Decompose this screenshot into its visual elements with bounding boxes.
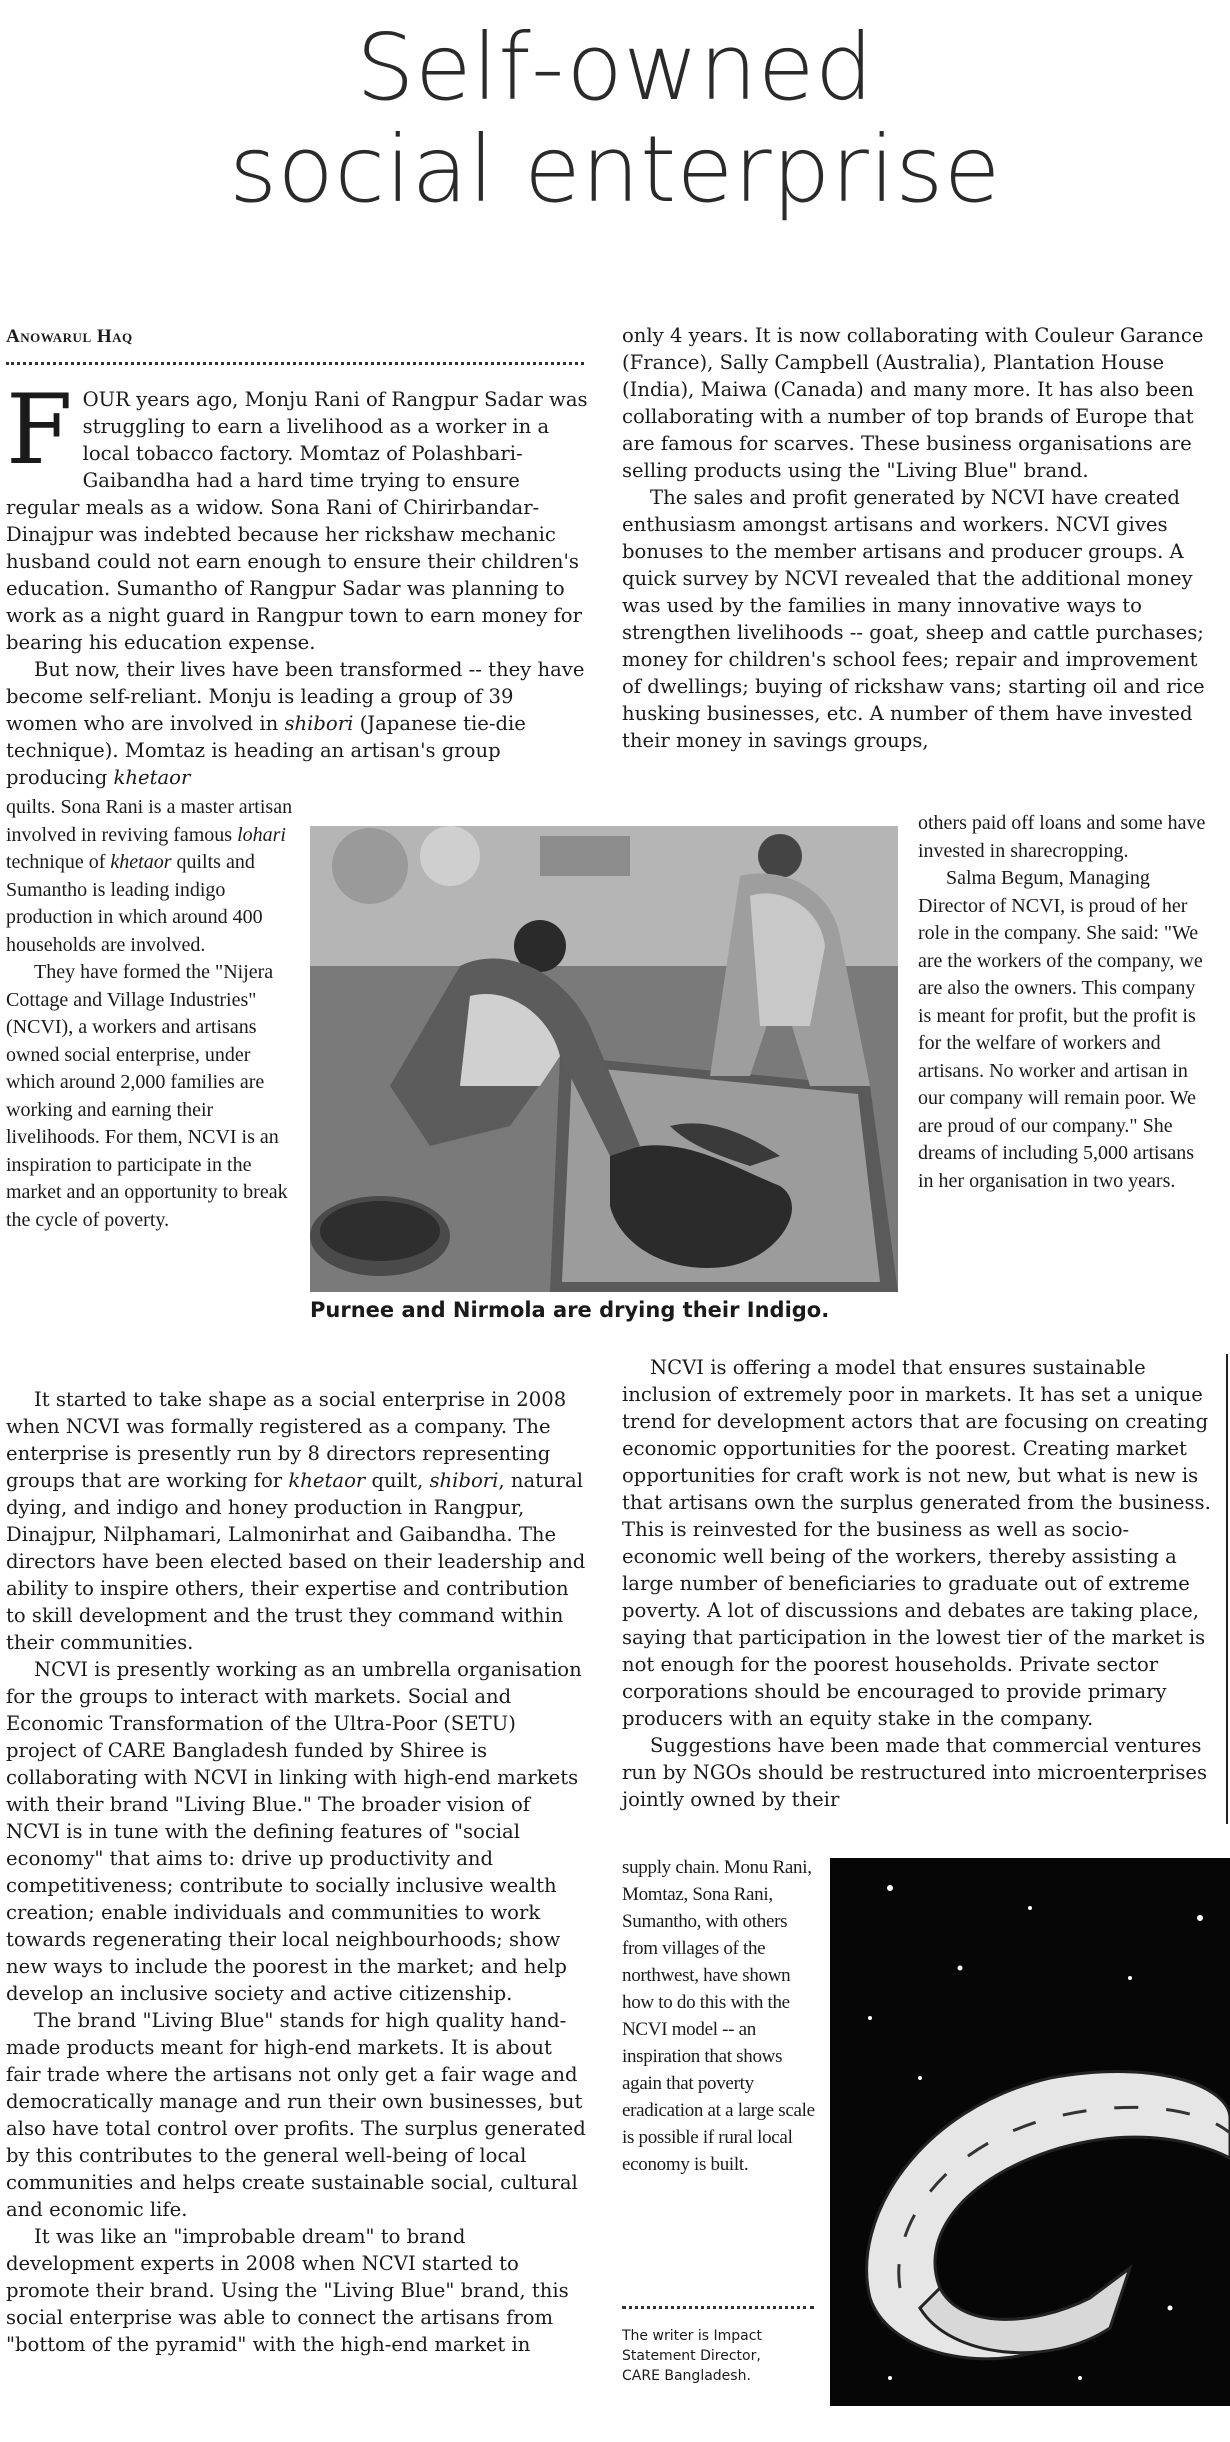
- column-rule: [1226, 1354, 1228, 1824]
- road-loop-illustration: [830, 1858, 1230, 2406]
- author-byline: Anowarul Haq: [6, 326, 133, 347]
- paragraph-1: FOUR years ago, Monju Rani of Rangpur Sadar was struggling to earn a livelihood as a worker in a local tobacco factory. Momtaz of Polashbari-Gaibandha had a hard time trying to ensure regular meals as a widow. Sona Rani of Chirirbandar-Dinajpur was indebted because her rickshaw mechanic husband could not earn enough to ensure their children's education. Sumantho of Rangpur Sadar was planning to work as a night guard in Rangpur town to earn money for bearing his education expense.: [6, 374, 588, 654]
- paragraph-8: The sales and profit generated by NCVI have created enthusiasm amongst artisans and workers. NCVI gives bonuses to the member artisans and producer groups. A quick survey by NCVI revealed that the additional money was used by the families in many innovative ways to strengthen livelihoods -- goat, sheep and cattle purchases; money for children's school fees; repair and improvement of dwellings; buying of rickshaw vans; starting oil and rice husking businesses, etc. A number of them have invested their money in savings groups,: [622, 486, 1205, 752]
- paragraph-10: NCVI is offering a model that ensures sustainable inclusion of extremely poor in markets. It has set a unique trend for development actors that are focusing on creating economic opportunities for the poorest. Creating market opportunities for craft work is not new, but what is new is that artisans own the surplus generated from the business. This is reinvested for the business as well as socio-economic well being of the workers, thereby assisting a large number of beneficiaries to graduate out of extreme poverty. A lot of discussions and debates are taking place, saying that participation in the lowest tier of the market is not enough for the poorest households. Private sector corporations should be encouraged to provide primary producers with an equity stake in the company.: [622, 1356, 1211, 1730]
- column-1-narrow: [6, 794, 294, 1234]
- paragraph-8-continued: others paid off loans and some have invested in sharecropping.: [918, 812, 1206, 862]
- column-2-middle: [622, 1354, 1212, 1813]
- headline-line-2: social enterprise: [229, 116, 1001, 223]
- photo-caption: Purnee and Nirmola are drying their Indigo.: [310, 1298, 830, 1322]
- drop-cap: F: [6, 374, 73, 486]
- road-loop-graphic: [830, 1858, 1230, 2406]
- column-1-bottom: [6, 1386, 588, 2358]
- paragraph-11: Suggestions have been made that commercial ventures run by NGOs should be restructured into microenterprises jointly owned by their: [622, 1734, 1208, 1811]
- paragraph-6: The brand "Living Blue" stands for high quality hand-made products meant for high-end markets. It is about fair trade where the artisans not only get a fair wage and democratically manage and run their own businesses, but also have total control over profits. The surplus generated by this contributes to the general well-being of local communities and helps create sustainable social, cultural and economic life.: [6, 2009, 586, 2221]
- paragraph-7-continued: only 4 years. It is now collaborating with Couleur Garance (France), Sally Campbell (Australia), Plantation House (India), Maiwa (Canada) and many more. It has also been collaborating with a number of top brands of Europe that are famous for scarves. These business organisations are selling products using the "Living Blue" brand.: [622, 324, 1204, 482]
- headline-line-1: Self-owned: [356, 14, 874, 121]
- credit-divider: [622, 2306, 814, 2309]
- paragraph-2-start: But now, their lives have been transformed -- they have become self-reliant. Monju is leading a group of 39 women who are involved in shibori (Japanese tie-die technique). Momtaz is heading an artisan's group producing khetaor: [6, 658, 585, 789]
- paragraph-4: It started to take shape as a social enterprise in 2008 when NCVI was formally registered as a company. The enterprise is presently run by 8 directors representing groups that are working for khetaor quilt, shibori, natural dying, and indigo and honey production in Rangpur, Dinajpur, Nilphamari, Lalmonirhat and Gaibandha. The directors have been elected based on their leadership and ability to inspire others, their expertise and contribution to skill development and the trust they command within their communities.: [6, 1388, 586, 1654]
- column-1-top: [6, 374, 588, 791]
- column-2-final: [622, 1854, 822, 2178]
- paragraph-5: NCVI is presently working as an umbrella organisation for the groups to interact with markets. Social and Economic Transformation of the Ultra-Poor (SETU) project of CARE Bangladesh funded by Shiree is collaborating with NCVI in linking with high-end markets with their brand "Living Blue." The broader vision of NCVI is in tune with the defining features of "social economy" that aims to: drive up productivity and competitiveness; contribute to socially inclusive wealth creation; enable individuals and communities to work towards regenerating their local neighbourhoods; show new ways to include the poorest in the market; and help develop an inclusive society and active citizenship.: [6, 1658, 582, 2005]
- paragraph-11-continued: supply chain. Monu Rani, Momtaz, Sona Rani, Sumantho, with others from villages of the northwest, have shown how to do this with the NCVI model -- an inspiration that shows again that poverty eradication at a large scale is possible if rural local economy is built.: [622, 1857, 815, 2175]
- indigo-drying-photo: [310, 826, 898, 1292]
- paragraph-2-end: quilts. Sona Rani is a master artisan involved in reviving famous lohari technique of khetaor quilts and Sumantho is leading indigo production in which around 400 households are involved.: [6, 796, 293, 956]
- photo-illustration: [310, 826, 898, 1292]
- byline-divider: [6, 362, 584, 365]
- paragraph-7: It was like an "improbable dream" to brand development experts in 2008 when NCVI started to promote their brand. Using the "Living Blue" brand, this social enterprise was able to connect the artisans from "bottom of the pyramid" with the high-end market in: [6, 2225, 569, 2356]
- column-2-narrow: [918, 810, 1208, 1195]
- column-2-top: [622, 322, 1212, 754]
- paragraph-3: They have formed the "Nijera Cottage and Village Industries" (NCVI), a workers and artisans owned social enterprise, under which around 2,000 families are working and earning their livelihoods. For them, NCVI is an inspiration to participate in the market and an opportunity to break the cycle of poverty.: [6, 961, 288, 1231]
- writer-credit: The writer is Impact Statement Director, CARE Bangladesh.: [622, 2328, 762, 2384]
- paragraph-9: Salma Begum, Managing Director of NCVI, is proud of her role in the company. She said: "We are the workers of the company, we are also the owners. This company is meant for profit, but the profit is for the welfare of workers and artisans. No worker and artisan in our company will remain poor. We are proud of our company." She dreams of including 5,000 artisans in her organisation in two years.: [918, 867, 1203, 1192]
